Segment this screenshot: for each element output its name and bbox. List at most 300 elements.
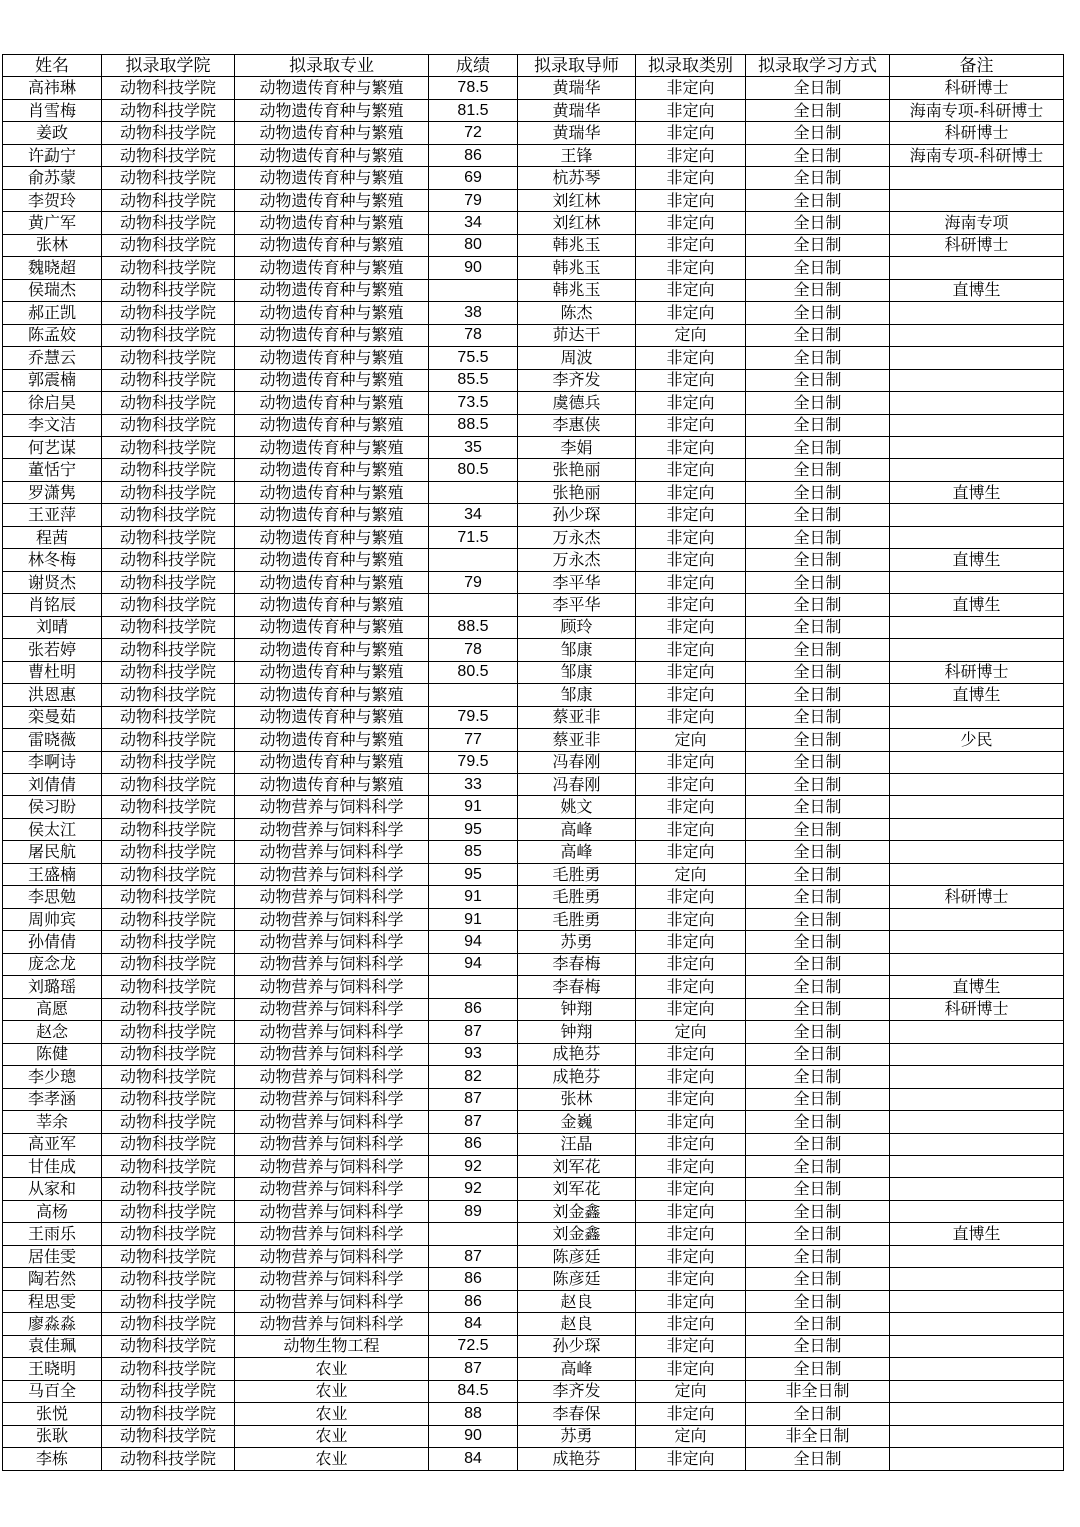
cell-study-mode: 全日制: [746, 684, 890, 706]
cell-score: 87: [429, 1088, 518, 1110]
cell-remarks: [890, 1403, 1064, 1425]
cell-remarks: [890, 1335, 1064, 1357]
cell-remarks: [890, 324, 1064, 346]
cell-college: 动物科技学院: [102, 1290, 235, 1312]
cell-major: 动物营养与饲料科学: [235, 818, 429, 840]
cell-college: 动物科技学院: [102, 1043, 235, 1065]
cell-college: 动物科技学院: [102, 1133, 235, 1155]
table-row: [3, 863, 1064, 885]
cell-remarks: [890, 571, 1064, 593]
cell-score: 69: [429, 167, 518, 189]
cell-remarks: [890, 863, 1064, 885]
cell-category: 非定向: [636, 1223, 746, 1245]
cell-supervisor: 茆达干: [518, 324, 636, 346]
cell-name: 王亚萍: [3, 504, 102, 526]
cell-remarks: [890, 1088, 1064, 1110]
cell-supervisor: 冯春刚: [518, 751, 636, 773]
cell-study-mode: 全日制: [746, 1403, 890, 1425]
header-supervisor: 拟录取导师: [518, 55, 636, 77]
cell-study-mode: 全日制: [746, 392, 890, 414]
cell-score: 77: [429, 729, 518, 751]
cell-category: 非定向: [636, 1403, 746, 1425]
cell-remarks: 少民: [890, 729, 1064, 751]
header-name: 姓名: [3, 55, 102, 77]
cell-study-mode: 全日制: [746, 257, 890, 279]
cell-category: 非定向: [636, 639, 746, 661]
cell-name: 俞苏蒙: [3, 167, 102, 189]
cell-score: 87: [429, 1111, 518, 1133]
cell-remarks: [890, 414, 1064, 436]
cell-name: 廖淼淼: [3, 1313, 102, 1335]
cell-supervisor: 李平华: [518, 594, 636, 616]
cell-remarks: 海南专项-科研博士: [890, 99, 1064, 121]
cell-supervisor: 孙少琛: [518, 504, 636, 526]
cell-supervisor: 孙少琛: [518, 1335, 636, 1357]
table-row: [3, 1066, 1064, 1088]
cell-score: [429, 481, 518, 503]
cell-major: 动物营养与饲料科学: [235, 841, 429, 863]
cell-name: 侯瑞杰: [3, 279, 102, 301]
cell-study-mode: 全日制: [746, 77, 890, 99]
admission-table: [2, 54, 1064, 1471]
table-row: [3, 661, 1064, 683]
cell-remarks: [890, 436, 1064, 458]
cell-name: 高祎琳: [3, 77, 102, 99]
cell-name: 刘倩倩: [3, 774, 102, 796]
cell-supervisor: 刘金鑫: [518, 1223, 636, 1245]
cell-category: 非定向: [636, 661, 746, 683]
cell-supervisor: 李惠侠: [518, 414, 636, 436]
cell-major: 动物遗传育种与繁殖: [235, 616, 429, 638]
cell-major: 动物遗传育种与繁殖: [235, 774, 429, 796]
cell-major: 动物遗传育种与繁殖: [235, 459, 429, 481]
cell-college: 动物科技学院: [102, 661, 235, 683]
cell-major: 动物遗传育种与繁殖: [235, 234, 429, 256]
cell-study-mode: 全日制: [746, 279, 890, 301]
table-row: [3, 841, 1064, 863]
cell-remarks: [890, 167, 1064, 189]
cell-score: 94: [429, 931, 518, 953]
cell-study-mode: 全日制: [746, 953, 890, 975]
cell-score: 80.5: [429, 459, 518, 481]
cell-category: 非定向: [636, 908, 746, 930]
cell-name: 孙倩倩: [3, 931, 102, 953]
cell-major: 动物营养与饲料科学: [235, 863, 429, 885]
cell-college: 动物科技学院: [102, 818, 235, 840]
cell-college: 动物科技学院: [102, 302, 235, 324]
cell-score: 80: [429, 234, 518, 256]
cell-score: 84: [429, 1448, 518, 1470]
cell-score: 72: [429, 122, 518, 144]
cell-study-mode: 全日制: [746, 863, 890, 885]
cell-name: 洪恩惠: [3, 684, 102, 706]
header-study-mode: 拟录取学习方式: [746, 55, 890, 77]
cell-supervisor: 顾玲: [518, 616, 636, 638]
cell-remarks: 科研博士: [890, 886, 1064, 908]
table-row: [3, 347, 1064, 369]
cell-category: 非定向: [636, 436, 746, 458]
cell-study-mode: 全日制: [746, 436, 890, 458]
cell-study-mode: 全日制: [746, 234, 890, 256]
cell-remarks: 海南专项-科研博士: [890, 144, 1064, 166]
cell-name: 罗潇隽: [3, 481, 102, 503]
cell-college: 动物科技学院: [102, 796, 235, 818]
cell-study-mode: 全日制: [746, 639, 890, 661]
cell-score: 86: [429, 1268, 518, 1290]
cell-name: 刘璐瑶: [3, 976, 102, 998]
cell-score: 86: [429, 1290, 518, 1312]
cell-study-mode: 全日制: [746, 1268, 890, 1290]
cell-major: 动物遗传育种与繁殖: [235, 257, 429, 279]
cell-score: 94: [429, 953, 518, 975]
cell-supervisor: 李娟: [518, 436, 636, 458]
cell-study-mode: 全日制: [746, 616, 890, 638]
cell-study-mode: 全日制: [746, 347, 890, 369]
cell-study-mode: 全日制: [746, 369, 890, 391]
cell-category: 非定向: [636, 616, 746, 638]
cell-remarks: 海南专项: [890, 212, 1064, 234]
cell-study-mode: 全日制: [746, 167, 890, 189]
cell-remarks: 科研博士: [890, 661, 1064, 683]
cell-score: 34: [429, 504, 518, 526]
cell-score: 79: [429, 189, 518, 211]
cell-score: 86: [429, 998, 518, 1020]
cell-major: 动物营养与饲料科学: [235, 1313, 429, 1335]
cell-remarks: [890, 1448, 1064, 1470]
cell-category: 非定向: [636, 302, 746, 324]
cell-college: 动物科技学院: [102, 279, 235, 301]
cell-name: 雷晓薇: [3, 729, 102, 751]
cell-supervisor: 王锋: [518, 144, 636, 166]
table-row: [3, 549, 1064, 571]
cell-college: 动物科技学院: [102, 481, 235, 503]
cell-remarks: [890, 1425, 1064, 1447]
cell-category: 非定向: [636, 1088, 746, 1110]
cell-name: 郭震楠: [3, 369, 102, 391]
cell-category: 非定向: [636, 1268, 746, 1290]
cell-major: 动物遗传育种与繁殖: [235, 167, 429, 189]
cell-name: 郝正凯: [3, 302, 102, 324]
cell-supervisor: 万永杰: [518, 549, 636, 571]
table-row: [3, 953, 1064, 975]
cell-major: 动物遗传育种与繁殖: [235, 706, 429, 728]
cell-major: 动物营养与饲料科学: [235, 998, 429, 1020]
cell-category: 非定向: [636, 549, 746, 571]
cell-major: 动物遗传育种与繁殖: [235, 212, 429, 234]
cell-supervisor: 张艳丽: [518, 459, 636, 481]
cell-major: 动物营养与饲料科学: [235, 1043, 429, 1065]
cell-college: 动物科技学院: [102, 1335, 235, 1357]
cell-study-mode: 全日制: [746, 144, 890, 166]
cell-score: [429, 594, 518, 616]
cell-remarks: 科研博士: [890, 77, 1064, 99]
cell-major: 动物遗传育种与繁殖: [235, 122, 429, 144]
cell-college: 动物科技学院: [102, 953, 235, 975]
cell-supervisor: 高峰: [518, 841, 636, 863]
cell-college: 动物科技学院: [102, 122, 235, 144]
cell-remarks: [890, 774, 1064, 796]
cell-remarks: [890, 347, 1064, 369]
cell-remarks: [890, 302, 1064, 324]
cell-study-mode: 全日制: [746, 459, 890, 481]
cell-name: 陈孟姣: [3, 324, 102, 346]
cell-major: 农业: [235, 1403, 429, 1425]
cell-score: 75.5: [429, 347, 518, 369]
table-row: [3, 436, 1064, 458]
cell-college: 动物科技学院: [102, 1223, 235, 1245]
cell-remarks: [890, 1245, 1064, 1267]
cell-category: 非定向: [636, 189, 746, 211]
cell-major: 动物遗传育种与繁殖: [235, 661, 429, 683]
cell-supervisor: 毛胜勇: [518, 863, 636, 885]
cell-college: 动物科技学院: [102, 549, 235, 571]
cell-category: 非定向: [636, 998, 746, 1020]
cell-score: 79.5: [429, 706, 518, 728]
cell-remarks: [890, 639, 1064, 661]
table-row: [3, 99, 1064, 121]
cell-college: 动物科技学院: [102, 212, 235, 234]
cell-study-mode: 全日制: [746, 818, 890, 840]
cell-name: 王盛楠: [3, 863, 102, 885]
cell-category: 非定向: [636, 279, 746, 301]
cell-remarks: 直博生: [890, 279, 1064, 301]
cell-name: 肖雪梅: [3, 99, 102, 121]
cell-supervisor: 韩兆玉: [518, 257, 636, 279]
cell-supervisor: 刘红林: [518, 212, 636, 234]
cell-category: 非定向: [636, 1448, 746, 1470]
cell-major: 动物遗传育种与繁殖: [235, 347, 429, 369]
cell-college: 动物科技学院: [102, 77, 235, 99]
cell-study-mode: 全日制: [746, 661, 890, 683]
cell-college: 动物科技学院: [102, 1088, 235, 1110]
cell-score: 34: [429, 212, 518, 234]
cell-remarks: [890, 1155, 1064, 1177]
cell-name: 李贺玲: [3, 189, 102, 211]
cell-category: 非定向: [636, 818, 746, 840]
cell-score: 90: [429, 1425, 518, 1447]
cell-college: 动物科技学院: [102, 369, 235, 391]
cell-supervisor: 刘军花: [518, 1178, 636, 1200]
cell-college: 动物科技学院: [102, 908, 235, 930]
cell-major: 动物遗传育种与繁殖: [235, 302, 429, 324]
cell-study-mode: 非全日制: [746, 1425, 890, 1447]
cell-supervisor: 黄瑞华: [518, 99, 636, 121]
cell-supervisor: 金巍: [518, 1111, 636, 1133]
cell-supervisor: 韩兆玉: [518, 234, 636, 256]
table-row: [3, 189, 1064, 211]
table-row: [3, 414, 1064, 436]
cell-college: 动物科技学院: [102, 1178, 235, 1200]
cell-major: 动物遗传育种与繁殖: [235, 526, 429, 548]
table-row: [3, 324, 1064, 346]
cell-college: 动物科技学院: [102, 189, 235, 211]
cell-college: 动物科技学院: [102, 526, 235, 548]
table-row: [3, 1088, 1064, 1110]
table-row: [3, 998, 1064, 1020]
cell-supervisor: 李春梅: [518, 953, 636, 975]
cell-major: 动物遗传育种与繁殖: [235, 751, 429, 773]
table-row: [3, 167, 1064, 189]
cell-remarks: [890, 706, 1064, 728]
cell-college: 动物科技学院: [102, 1200, 235, 1222]
cell-major: 动物营养与饲料科学: [235, 976, 429, 998]
cell-name: 李啊诗: [3, 751, 102, 773]
cell-supervisor: 汪晶: [518, 1133, 636, 1155]
cell-college: 动物科技学院: [102, 571, 235, 593]
table-row: [3, 594, 1064, 616]
cell-score: 84: [429, 1313, 518, 1335]
cell-remarks: 直博生: [890, 481, 1064, 503]
cell-score: 95: [429, 818, 518, 840]
cell-major: 动物遗传育种与繁殖: [235, 99, 429, 121]
cell-score: 92: [429, 1155, 518, 1177]
cell-major: 动物遗传育种与繁殖: [235, 481, 429, 503]
cell-study-mode: 非全日制: [746, 1380, 890, 1402]
cell-study-mode: 全日制: [746, 1448, 890, 1470]
cell-category: 非定向: [636, 1358, 746, 1380]
cell-study-mode: 全日制: [746, 1021, 890, 1043]
cell-category: 非定向: [636, 1290, 746, 1312]
cell-major: 动物遗传育种与繁殖: [235, 392, 429, 414]
cell-score: 79.5: [429, 751, 518, 773]
cell-supervisor: 张林: [518, 1088, 636, 1110]
cell-study-mode: 全日制: [746, 1223, 890, 1245]
table-row: [3, 908, 1064, 930]
cell-name: 谢贤杰: [3, 571, 102, 593]
cell-remarks: [890, 1380, 1064, 1402]
cell-category: 非定向: [636, 976, 746, 998]
cell-college: 动物科技学院: [102, 257, 235, 279]
cell-supervisor: 钟翔: [518, 998, 636, 1020]
cell-supervisor: 刘军花: [518, 1155, 636, 1177]
cell-category: 定向: [636, 863, 746, 885]
table-row: [3, 1425, 1064, 1447]
cell-study-mode: 全日制: [746, 931, 890, 953]
cell-study-mode: 全日制: [746, 1290, 890, 1312]
table-row: [3, 526, 1064, 548]
cell-major: 动物营养与饲料科学: [235, 1290, 429, 1312]
cell-name: 林冬梅: [3, 549, 102, 571]
table-row: [3, 1335, 1064, 1357]
cell-study-mode: 全日制: [746, 481, 890, 503]
cell-supervisor: 黄瑞华: [518, 122, 636, 144]
table-row: [3, 279, 1064, 301]
cell-supervisor: 万永杰: [518, 526, 636, 548]
cell-category: 非定向: [636, 1313, 746, 1335]
cell-college: 动物科技学院: [102, 436, 235, 458]
cell-supervisor: 蔡亚非: [518, 729, 636, 751]
cell-name: 黄广军: [3, 212, 102, 234]
table-row: [3, 302, 1064, 324]
cell-study-mode: 全日制: [746, 414, 890, 436]
cell-category: 非定向: [636, 504, 746, 526]
cell-category: 非定向: [636, 77, 746, 99]
cell-college: 动物科技学院: [102, 998, 235, 1020]
header-major: 拟录取专业: [235, 55, 429, 77]
cell-score: 87: [429, 1358, 518, 1380]
cell-study-mode: 全日制: [746, 1335, 890, 1357]
header-college: 拟录取学院: [102, 55, 235, 77]
cell-study-mode: 全日制: [746, 976, 890, 998]
cell-major: 动物营养与饲料科学: [235, 1111, 429, 1133]
cell-study-mode: 全日制: [746, 774, 890, 796]
cell-remarks: [890, 189, 1064, 211]
cell-study-mode: 全日制: [746, 998, 890, 1020]
cell-name: 居佳雯: [3, 1245, 102, 1267]
cell-major: 动物营养与饲料科学: [235, 886, 429, 908]
cell-supervisor: 韩兆玉: [518, 279, 636, 301]
cell-name: 肖铭辰: [3, 594, 102, 616]
cell-score: 90: [429, 257, 518, 279]
cell-name: 张耿: [3, 1425, 102, 1447]
cell-study-mode: 全日制: [746, 594, 890, 616]
cell-remarks: 直博生: [890, 549, 1064, 571]
cell-name: 高杨: [3, 1200, 102, 1222]
cell-name: 程茜: [3, 526, 102, 548]
table-row: [3, 1358, 1064, 1380]
cell-name: 庞念龙: [3, 953, 102, 975]
cell-supervisor: 高峰: [518, 818, 636, 840]
cell-supervisor: 李春保: [518, 1403, 636, 1425]
cell-score: 78.5: [429, 77, 518, 99]
cell-score: 73.5: [429, 392, 518, 414]
cell-category: 非定向: [636, 459, 746, 481]
cell-remarks: [890, 796, 1064, 818]
cell-score: 86: [429, 1133, 518, 1155]
cell-college: 动物科技学院: [102, 1448, 235, 1470]
cell-study-mode: 全日制: [746, 212, 890, 234]
cell-remarks: 直博生: [890, 684, 1064, 706]
cell-name: 侯太江: [3, 818, 102, 840]
cell-score: 86: [429, 144, 518, 166]
table-row: [3, 1043, 1064, 1065]
cell-college: 动物科技学院: [102, 841, 235, 863]
cell-study-mode: 全日制: [746, 1133, 890, 1155]
cell-name: 王雨乐: [3, 1223, 102, 1245]
table-row: [3, 751, 1064, 773]
cell-study-mode: 全日制: [746, 526, 890, 548]
cell-category: 定向: [636, 1380, 746, 1402]
cell-remarks: [890, 1290, 1064, 1312]
cell-remarks: 直博生: [890, 976, 1064, 998]
cell-study-mode: 全日制: [746, 729, 890, 751]
cell-category: 非定向: [636, 257, 746, 279]
cell-college: 动物科技学院: [102, 1380, 235, 1402]
cell-name: 高亚军: [3, 1133, 102, 1155]
cell-major: 农业: [235, 1425, 429, 1447]
cell-name: 从家和: [3, 1178, 102, 1200]
cell-study-mode: 全日制: [746, 796, 890, 818]
cell-study-mode: 全日制: [746, 189, 890, 211]
cell-name: 李思勉: [3, 886, 102, 908]
cell-major: 动物遗传育种与繁殖: [235, 549, 429, 571]
cell-score: 93: [429, 1043, 518, 1065]
cell-category: 非定向: [636, 167, 746, 189]
cell-name: 乔慧云: [3, 347, 102, 369]
cell-score: 82: [429, 1066, 518, 1088]
cell-study-mode: 全日制: [746, 504, 890, 526]
cell-major: 动物遗传育种与繁殖: [235, 504, 429, 526]
cell-major: 动物营养与饲料科学: [235, 1200, 429, 1222]
cell-score: 71.5: [429, 526, 518, 548]
cell-college: 动物科技学院: [102, 1245, 235, 1267]
table-row: [3, 369, 1064, 391]
cell-study-mode: 全日制: [746, 1245, 890, 1267]
cell-name: 魏晓超: [3, 257, 102, 279]
cell-category: 非定向: [636, 526, 746, 548]
cell-score: 85.5: [429, 369, 518, 391]
table-row: [3, 234, 1064, 256]
